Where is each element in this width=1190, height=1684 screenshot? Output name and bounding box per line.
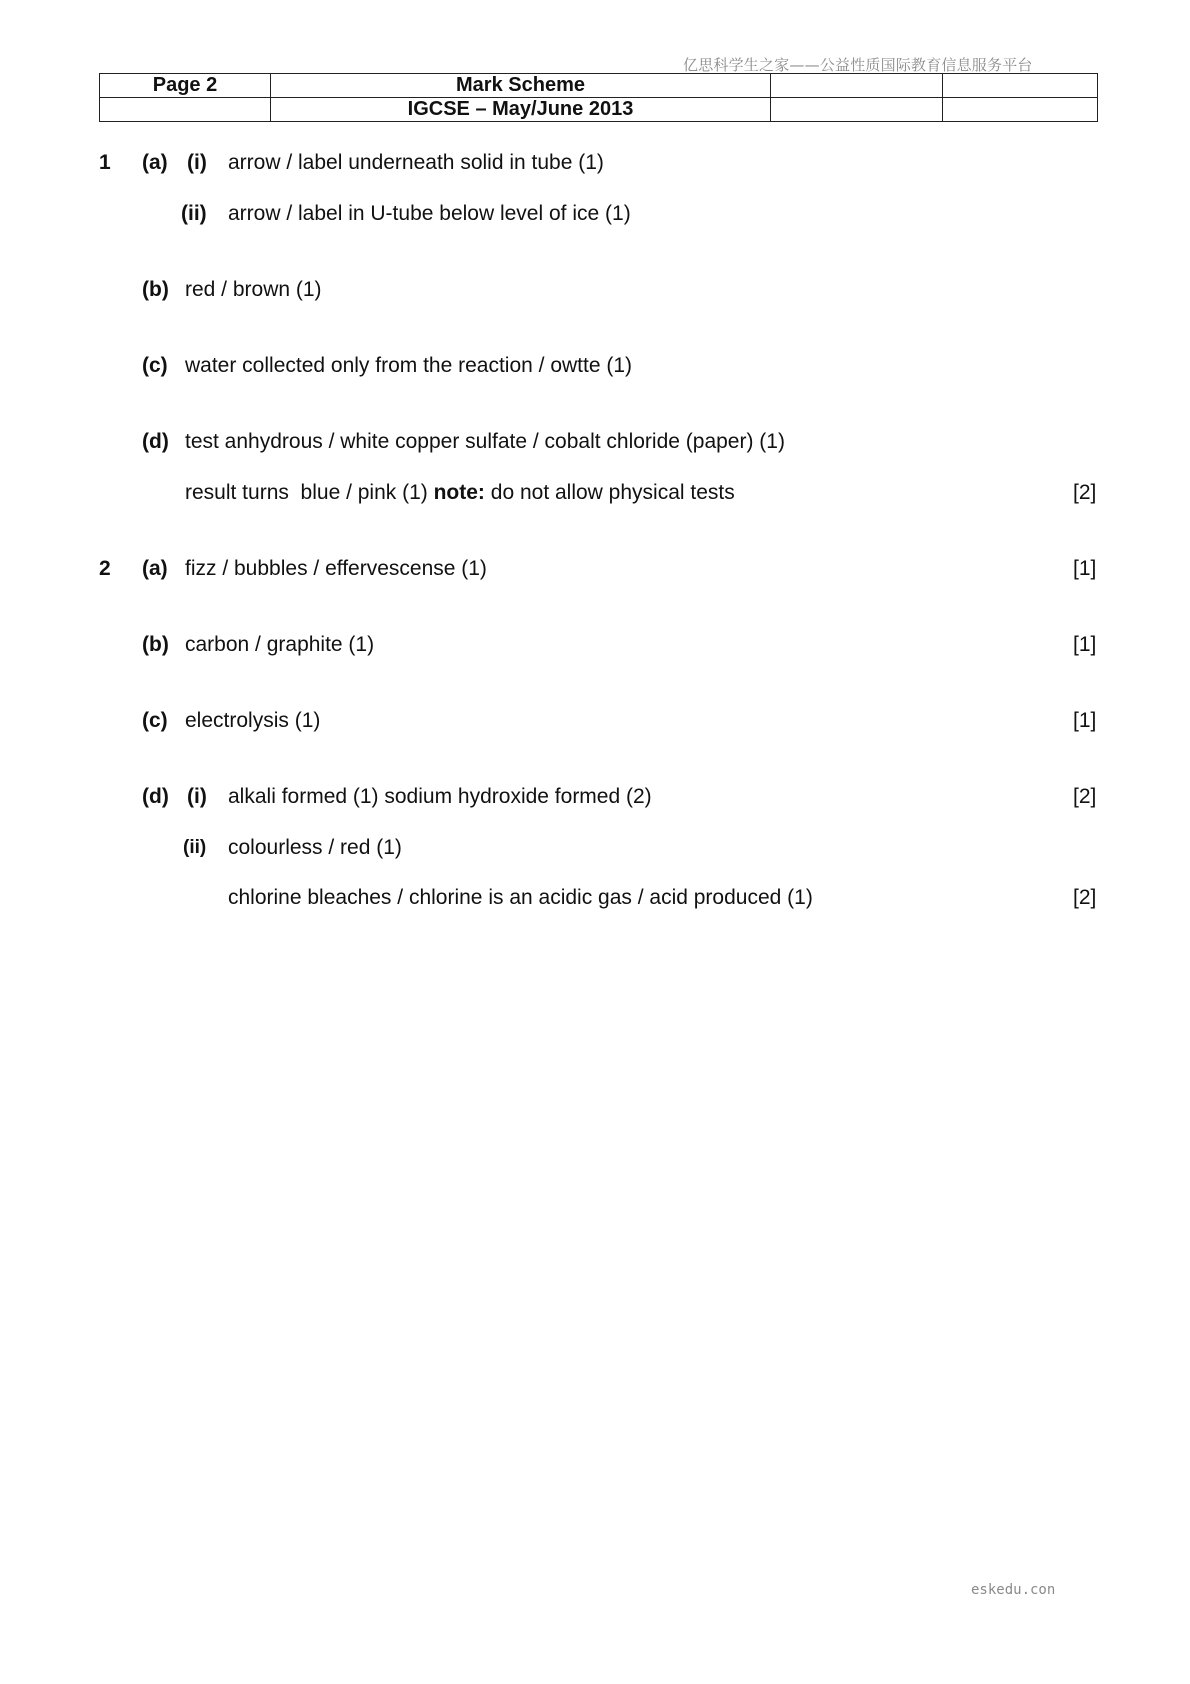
q1-a-ii-label: (ii) <box>181 202 207 225</box>
q1-b-label: (b) <box>142 278 169 301</box>
header-title: Mark Scheme <box>271 74 771 98</box>
q2-d-ii-text-2: chlorine bleaches / chlorine is an acidic gas / acid produced (1) <box>228 886 813 909</box>
watermark-bottom: eskedu.con <box>971 1582 1056 1598</box>
q2-d-label: (d) <box>142 785 169 808</box>
header-blank-3 <box>100 98 271 122</box>
q1-d-text-2-pre: result turns blue / pink (1) <box>185 481 434 504</box>
header-row-1 <box>100 74 1098 98</box>
watermark-top: 亿思科学生之家——公益性质国际教育信息服务平台 <box>683 56 1033 74</box>
q2-d-ii-label: (ii) <box>183 837 207 858</box>
q2-number: 2 <box>99 557 111 580</box>
header-blank-5 <box>943 98 1098 122</box>
q1-d-text-2-post: do not allow physical tests <box>484 481 735 504</box>
q2-d-i-label: (i) <box>187 785 207 808</box>
q2-d-i-mark: [2] <box>1073 785 1097 808</box>
q2-a-text: fizz / bubbles / effervescense (1) <box>185 557 487 580</box>
q2-c-text: electrolysis (1) <box>185 709 321 732</box>
q2-b-label: (b) <box>142 633 169 656</box>
q2-a-mark: [1] <box>1073 557 1097 580</box>
header-row-2 <box>100 98 1098 122</box>
q2-d-ii-mark: [2] <box>1073 886 1097 909</box>
q1-d-note-label: note: <box>433 481 485 504</box>
q1-c-label: (c) <box>142 354 168 377</box>
q1-c-text: water collected only from the reaction / owtte (1) <box>185 354 633 377</box>
header-subtitle: IGCSE – May/June 2013 <box>271 98 771 122</box>
q1-d-text-1: test anhydrous / white copper sulfate / cobalt chloride (paper) (1) <box>185 430 785 453</box>
q1-a-ii-text: arrow / label in U-tube below level of ice (1) <box>228 202 631 225</box>
q2-b-mark: [1] <box>1073 633 1097 656</box>
header-table <box>99 73 1098 122</box>
q1-a-i-text: arrow / label underneath solid in tube (1) <box>228 151 604 174</box>
q1-d-mark: [2] <box>1073 481 1097 504</box>
q1-d-label: (d) <box>142 430 169 453</box>
q2-c-mark: [1] <box>1073 709 1097 732</box>
q1-a-label: (a) <box>142 151 168 174</box>
header-blank-1 <box>771 74 943 98</box>
header-blank-4 <box>771 98 943 122</box>
q2-b-text: carbon / graphite (1) <box>185 633 375 656</box>
header-page: Page 2 <box>100 74 271 98</box>
q2-d-ii-text-1: colourless / red (1) <box>228 836 402 859</box>
q2-a-label: (a) <box>142 557 168 580</box>
q1-a-i-label: (i) <box>187 151 207 174</box>
q2-d-i-text: alkali formed (1) sodium hydroxide formed (2) <box>228 785 652 808</box>
q1-b-text: red / brown (1) <box>185 278 322 301</box>
q2-c-label: (c) <box>142 709 168 732</box>
header-blank-2 <box>943 74 1098 98</box>
q1-d-text-2 <box>185 480 735 506</box>
q1-number: 1 <box>99 151 111 174</box>
